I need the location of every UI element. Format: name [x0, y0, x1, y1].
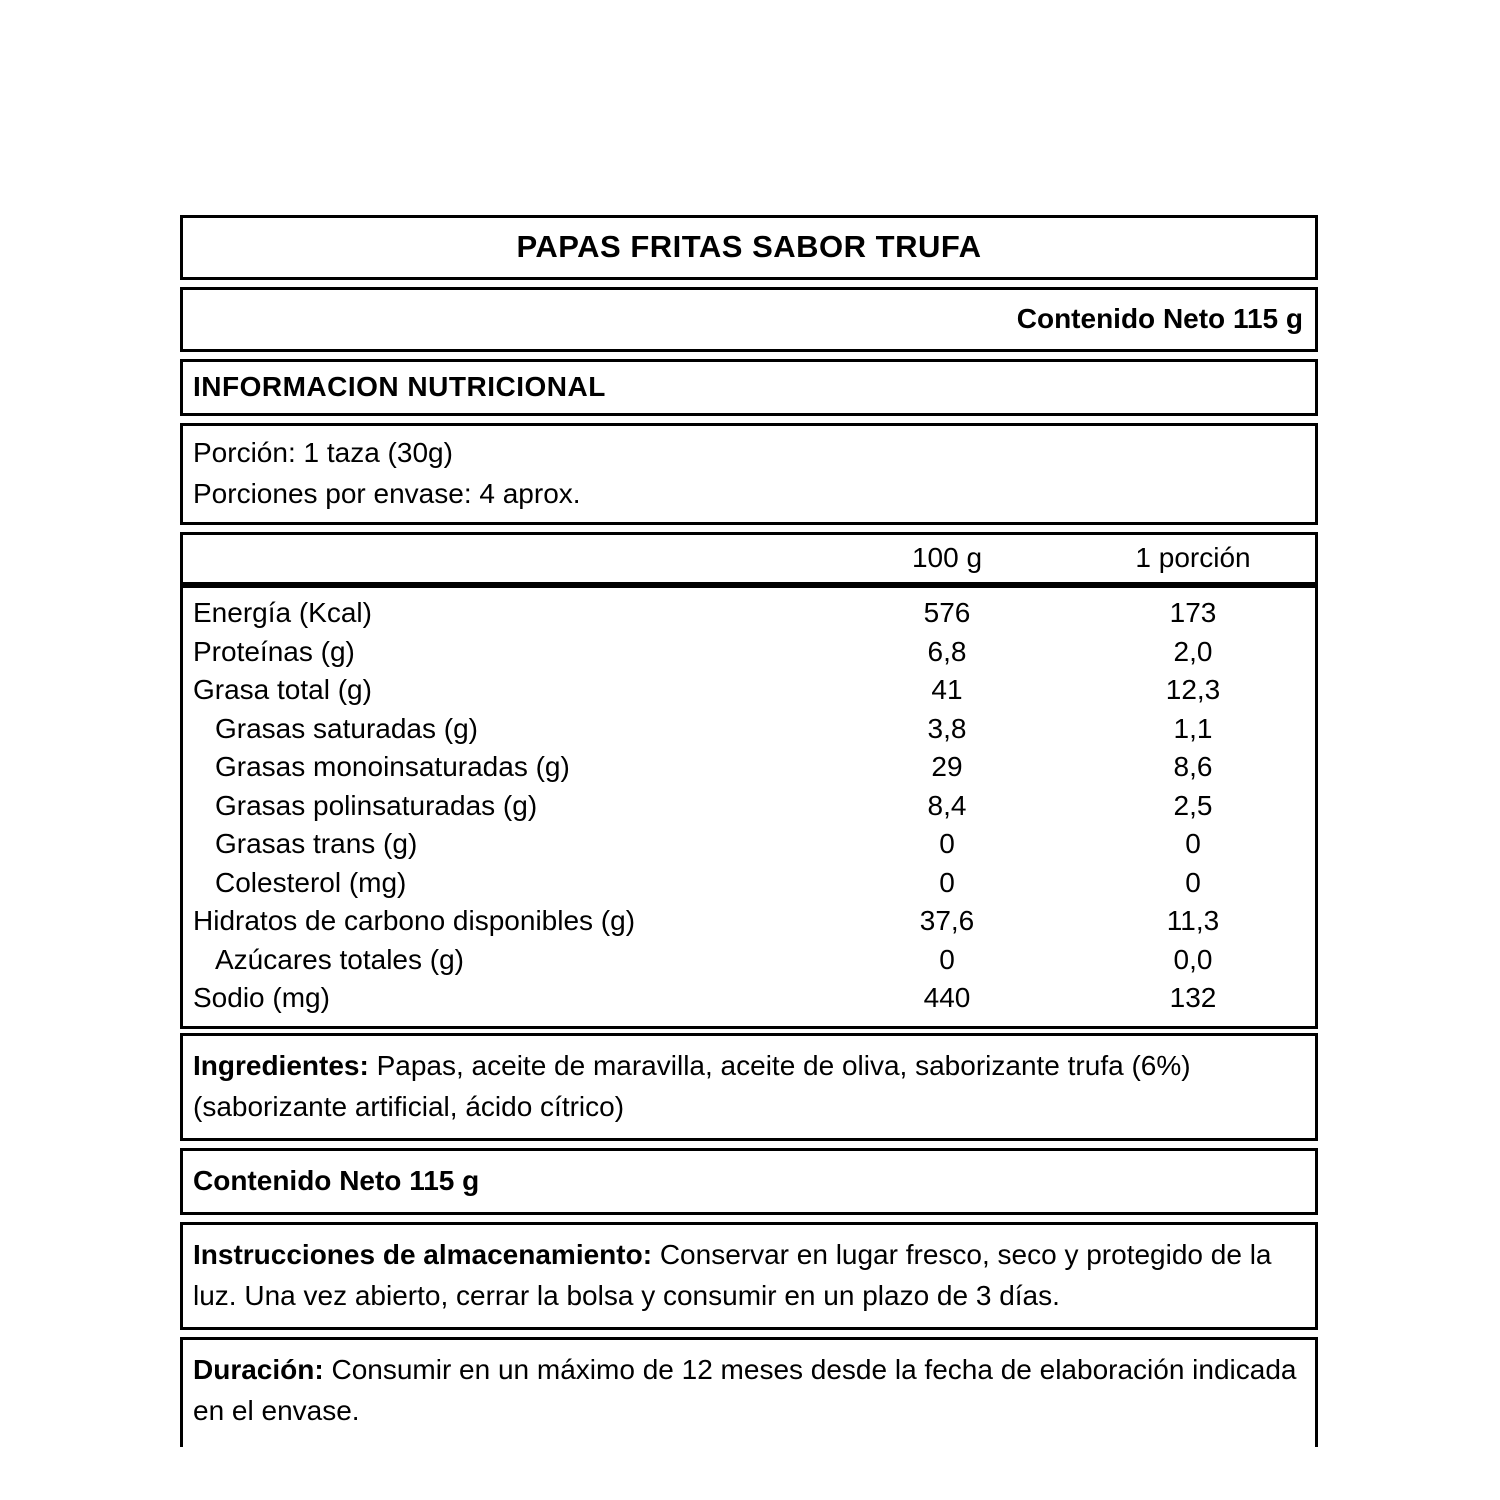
value-per-100g: 41 — [931, 674, 963, 705]
value-per-portion: 12,3 — [1165, 674, 1221, 705]
serving-size: Porción: 1 taza (30g) — [193, 437, 453, 468]
nutrient-name: Azúcares totales (g) — [215, 943, 464, 975]
nutrition-section-header: INFORMACION NUTRICIONAL — [180, 359, 1318, 416]
nutrient-row-colesterol — [183, 864, 1315, 903]
nutrient-name: Colesterol (mg) — [215, 866, 407, 898]
value-per-100g: 0 — [939, 866, 955, 898]
nutrient-row-sodio — [183, 979, 1315, 1018]
nutrient-name: Hidratos de carbono disponibles (g) — [193, 905, 636, 936]
value-per-100g: 8,4 — [927, 789, 967, 821]
value-per-100g: 440 — [923, 982, 971, 1013]
value-per-100g: 0 — [939, 828, 955, 859]
nutrient-name: Energía (Kcal) — [193, 597, 372, 628]
value-per-100g: 29 — [931, 751, 963, 782]
product-title: PAPAS FRITAS SABOR TRUFA — [180, 215, 1318, 280]
column-header-row — [180, 532, 1318, 585]
nutrient-row-grasas-monoinsaturadas — [183, 748, 1315, 787]
value-per-100g: 6,8 — [927, 635, 967, 667]
nutrition-label — [180, 215, 1318, 1447]
ingredients-text: Papas, aceite de maravilla, aceite de oliva, saborizante trufa (6%) (saborizante artificial, ácido cítrico) — [193, 1049, 1191, 1122]
column-header-100g: 100 g — [911, 542, 983, 573]
value-per-portion: 0 — [1185, 828, 1201, 859]
nutrient-name: Grasas polinsaturadas (g) — [215, 789, 538, 821]
nutrient-row-proteinas — [183, 633, 1315, 672]
value-per-portion: 8,6 — [1173, 751, 1213, 782]
value-per-100g: 3,8 — [927, 712, 967, 744]
nutrient-row-grasas-polinsaturadas — [183, 787, 1315, 826]
nutrient-row-energia — [183, 594, 1315, 633]
value-per-portion: 0,0 — [1173, 943, 1213, 975]
nutrient-name: Grasa total (g) — [193, 674, 372, 705]
nutrient-row-azucares — [183, 941, 1315, 980]
nutrient-name: Grasas saturadas (g) — [215, 712, 478, 744]
nutrients-table — [180, 585, 1318, 1029]
servings-per-package: Porciones por envase: 4 aprox. — [193, 478, 581, 509]
duration-label: Duración: — [193, 1353, 324, 1385]
net-content-bottom: Contenido Neto 115 g — [180, 1148, 1318, 1215]
nutrient-name: Sodio (mg) — [193, 982, 330, 1013]
net-content-top: Contenido Neto 115 g — [180, 287, 1318, 352]
value-per-portion: 173 — [1169, 597, 1217, 628]
nutrient-row-hidratos — [183, 902, 1315, 941]
nutrient-name: Grasas trans (g) — [215, 828, 418, 859]
duration-section — [180, 1337, 1318, 1447]
value-per-portion: 2,0 — [1173, 635, 1213, 667]
ingredients-section — [180, 1033, 1318, 1141]
serving-info — [180, 423, 1318, 525]
value-per-portion: 132 — [1169, 982, 1217, 1013]
duration-text: Consumir en un máximo de 12 meses desde la fecha de elaboración indicada en el envase. — [193, 1353, 1297, 1426]
value-per-100g: 576 — [923, 597, 971, 628]
ingredients-label: Ingredientes: — [193, 1049, 369, 1081]
value-per-portion: 0 — [1185, 866, 1201, 898]
nutrient-row-grasa-total — [183, 671, 1315, 710]
column-header-portion: 1 porción — [1135, 542, 1251, 573]
value-per-100g: 0 — [939, 943, 955, 975]
value-per-portion: 1,1 — [1173, 712, 1213, 744]
nutrient-row-grasas-trans — [183, 825, 1315, 864]
value-per-100g: 37,6 — [919, 905, 975, 936]
storage-text: Conservar en lugar fresco, seco y protegido de la luz. Una vez abierto, cerrar la bolsa y consumir en un plazo de 3 días. — [193, 1238, 1272, 1311]
storage-label: Instrucciones de almacenamiento: — [193, 1238, 653, 1270]
nutrient-name: Proteínas (g) — [193, 635, 355, 667]
nutrient-name: Grasas monoinsaturadas (g) — [215, 751, 570, 782]
value-per-portion: 11,3 — [1166, 905, 1220, 936]
storage-instructions-section — [180, 1222, 1318, 1330]
value-per-portion: 2,5 — [1173, 789, 1213, 821]
nutrient-row-grasas-saturadas — [183, 710, 1315, 749]
